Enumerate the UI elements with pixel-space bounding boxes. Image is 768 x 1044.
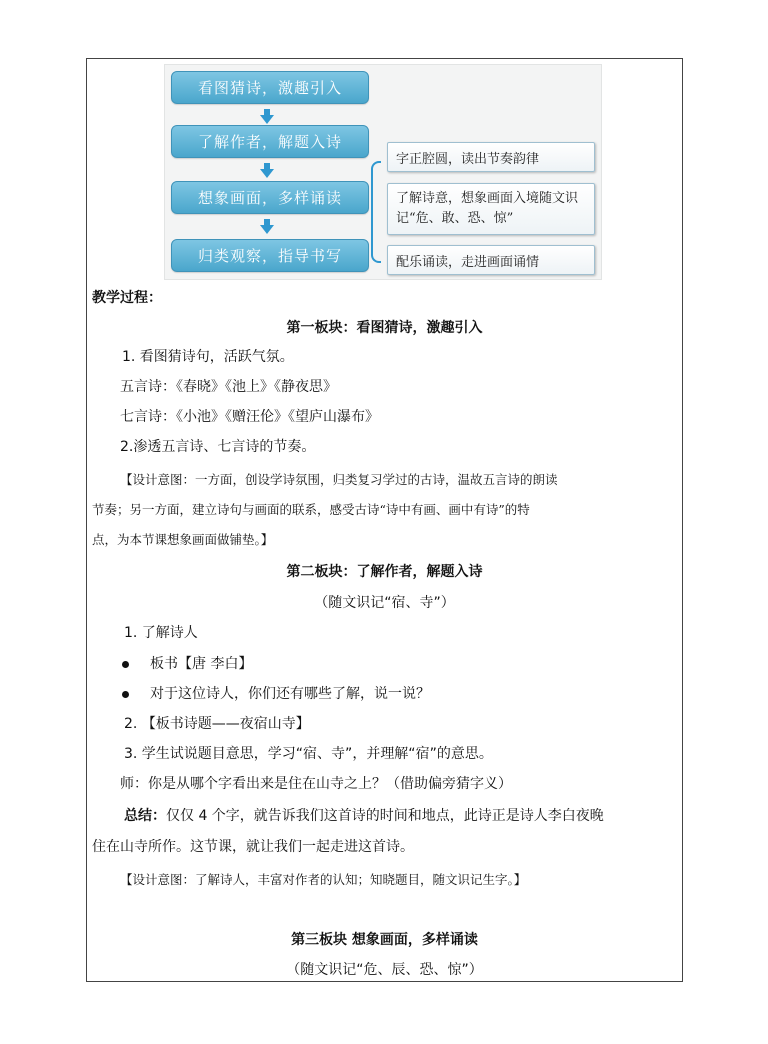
- flow-step-1: 看图猜诗，激趣引入: [171, 71, 369, 104]
- flow-sub-step-1: 字正腔圆，读出节奏韵律: [387, 142, 595, 172]
- flow-step-2: 了解作者，解题入诗: [171, 125, 369, 158]
- flow-sub-step-2: 了解诗意，想象画面入境随文识记“危、敢、恐、惊”: [387, 183, 595, 235]
- section1-title: 第一板块：看图猜诗，激趣引入: [286, 320, 483, 336]
- section1-item2: 2.渗透五言诗、七言诗的节奏。: [120, 439, 316, 455]
- section2-bullet1: 板书【唐 李白】: [150, 656, 253, 672]
- section2-summary-line2: 住在山寺所作。这节课，就让我们一起走进这首诗。: [92, 839, 414, 855]
- section2-item2: 2. 【板书诗题——夜宿山寺】: [124, 716, 310, 732]
- section1-seven-char: 七言诗：《小池》《赠汪伦》《望庐山瀑布》: [120, 409, 379, 425]
- section1-note-line3: 点，为本节课想象画面做铺垫。】: [92, 532, 274, 547]
- flow-step-3: 想象画面，多样诵读: [171, 181, 369, 214]
- section2-title: 第二板块：了解作者，解题入诗: [286, 564, 483, 580]
- flow-sub-step-3: 配乐诵读，走进画面诵情: [387, 245, 595, 275]
- section2-item1: 1. 了解诗人: [124, 625, 198, 641]
- summary-line1: 仅仅 4 个字，就告诉我们这首诗的时间和地点，此诗正是诗人李白夜晚: [166, 808, 604, 824]
- section3-title: 第三板块 想象画面，多样诵读: [291, 932, 478, 948]
- section2-note: 【设计意图：了解诗人，丰富对作者的认知；知晓题目，随文识记生字。】: [120, 872, 527, 887]
- teaching-flowchart: [164, 64, 602, 280]
- bullet-icon: [122, 661, 129, 668]
- section2-subtitle: （随文识记“宿、寺”）: [314, 595, 455, 611]
- section1-five-char: 五言诗：《春晓》《池上》《静夜思》: [120, 379, 337, 395]
- bullet-icon: [122, 691, 129, 698]
- section1-note-line2: 节奏；另一方面，建立诗句与画面的联系，感受古诗“诗中有画、画中有诗”的特: [92, 502, 530, 517]
- bracket-connector: [371, 161, 381, 263]
- section2-bullet2: 对于这位诗人，你们还有哪些了解，说一说？: [150, 686, 430, 702]
- arrow-down-icon: [260, 169, 274, 178]
- section2-summary: [124, 806, 604, 826]
- arrow-down-icon: [260, 225, 274, 234]
- section2-teacher: 师：你是从哪个字看出来是住在山寺之上？（借助偏旁猜字义）: [120, 776, 512, 792]
- section2-item3: 3. 学生试说题目意思，学习“宿、寺”，并理解“宿”的意思。: [124, 746, 493, 762]
- section1-item1: 1. 看图猜诗句，活跃气氛。: [122, 349, 294, 365]
- section3-subtitle: （随文识记“危、辰、恐、惊”）: [286, 962, 483, 978]
- process-title: 教学过程：: [92, 290, 162, 306]
- flow-step-4: 归类观察，指导书写: [171, 239, 369, 272]
- section1-note-line1: 【设计意图：一方面，创设学诗氛围，归类复习学过的古诗，温故五言诗的朗读: [120, 472, 558, 487]
- summary-label: 总结：: [124, 808, 166, 824]
- arrow-down-icon: [260, 115, 274, 124]
